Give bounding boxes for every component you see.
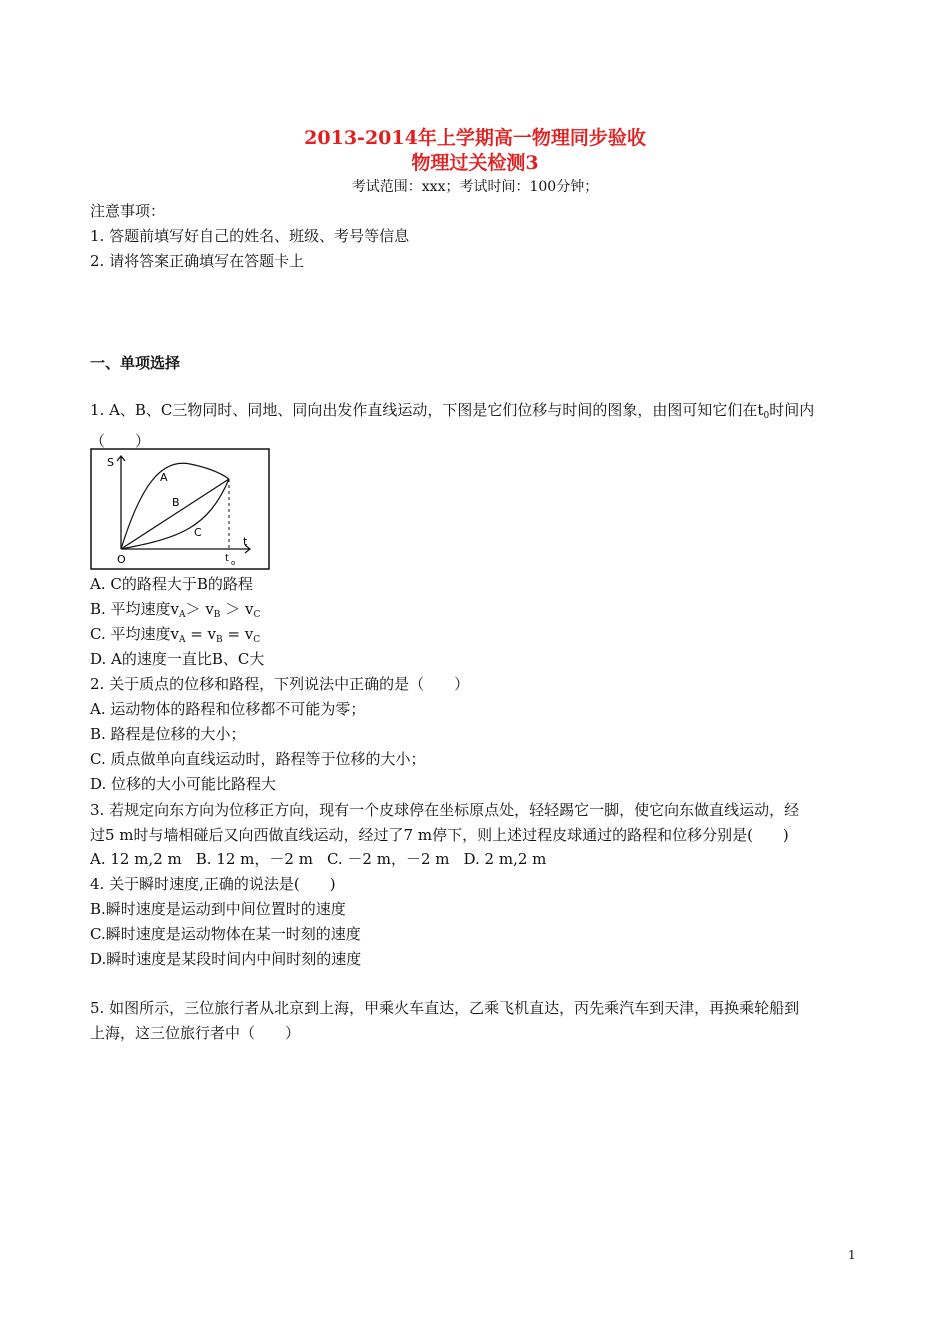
question-1-stem: 1. A、B、C三物同时、同地、同向出发作直线运动，下图是它们位移与时间的图象，由图可知它们在$t_0$时间内 （ ） xyxy=(90,401,815,450)
q2-option-d: D. 位移的大小可能比路程大 xyxy=(90,775,277,793)
q1-option-c: C. 平均速度$v_A = v_B = v_C$ xyxy=(90,625,261,645)
notice-heading: 注意事项： xyxy=(90,202,166,220)
line-b-label: B xyxy=(172,496,180,509)
t-axis-label: t xyxy=(243,535,248,548)
s-axis-label: S xyxy=(107,456,114,469)
question-4-stem: 4. 关于瞬时速度,正确的说法是( ) xyxy=(90,875,336,893)
q2-option-c: C. 质点做单向直线运动时，路程等于位移的大小； xyxy=(90,750,426,768)
curve-a-label: A xyxy=(160,471,168,484)
q3-option-a: A. 12 m,2 m xyxy=(90,850,182,868)
line-b xyxy=(121,479,229,549)
q1-option-b: B. 平均速度$v_A> v_B > v_C$ xyxy=(90,600,261,620)
displacement-time-graph xyxy=(90,448,270,570)
question-5-stem: 5. 如图所示，三位旅行者从北京到上海，甲乘火车直达，乙乘飞机直达，丙先乘汽车到天津，再换乘轮船到 上海，这三位旅行者中（ ） xyxy=(90,999,800,1042)
origin-label: O xyxy=(117,553,126,566)
q2-option-a: A. 运动物体的路程和位移都不可能为零； xyxy=(90,700,366,718)
section-title: 一、单项选择 xyxy=(90,354,181,372)
exam-title-line1: 2013-2014年上学期高一物理同步验收 xyxy=(304,127,646,149)
exam-subtitle: 考试范围：xxx；考试时间：100分钟； xyxy=(351,179,599,195)
q2-option-b: B. 路程是位移的大小； xyxy=(90,725,246,743)
q3-option-d: D. 2 m,2 m xyxy=(463,850,547,868)
question-2-stem: 2. 关于质点的位移和路程，下列说法中正确的是（ ） xyxy=(90,675,470,693)
t0-label: t xyxy=(225,553,229,564)
graph-frame xyxy=(91,449,269,569)
q4-option-d: D.瞬时速度是某段时间内中间时刻的速度 xyxy=(90,950,362,968)
q3-options xyxy=(90,848,546,870)
q4-option-c: C.瞬时速度是运动物体在某一时刻的速度 xyxy=(90,925,361,943)
q1-option-d: D. A的速度一直比B、C大 xyxy=(90,650,265,668)
question-3-stem: 3. 若规定向东方向为位移正方向，现有一个皮球停在坐标原点处，轻轻踢它一脚，使它向东做直线运动，经 过5 m时与墙相碰后又向西做直线运动，经过了7 m停下，则上述过程皮球通过的路程和位移分别是( ) xyxy=(90,801,800,844)
q4-option-b: B.瞬时速度是运动到中间位置时的速度 xyxy=(90,900,346,918)
t0-subscript: o xyxy=(231,559,236,567)
exam-title-line2: 物理过关检测3 xyxy=(411,152,539,174)
q1-option-a: A. C的路程大于B的路程 xyxy=(90,575,253,593)
curve-c-label: C xyxy=(194,526,202,539)
notice-item-2: 2. 请将答案正确填写在答题卡上 xyxy=(90,252,305,270)
q3-option-b: B. 12 m，－2 m xyxy=(195,850,313,868)
notice-item-1: 1. 答题前填写好自己的姓名、班级、考号等信息 xyxy=(90,227,410,245)
q3-option-c: C. －2 m，－2 m xyxy=(326,850,450,868)
page-number: 1 xyxy=(848,1248,856,1262)
